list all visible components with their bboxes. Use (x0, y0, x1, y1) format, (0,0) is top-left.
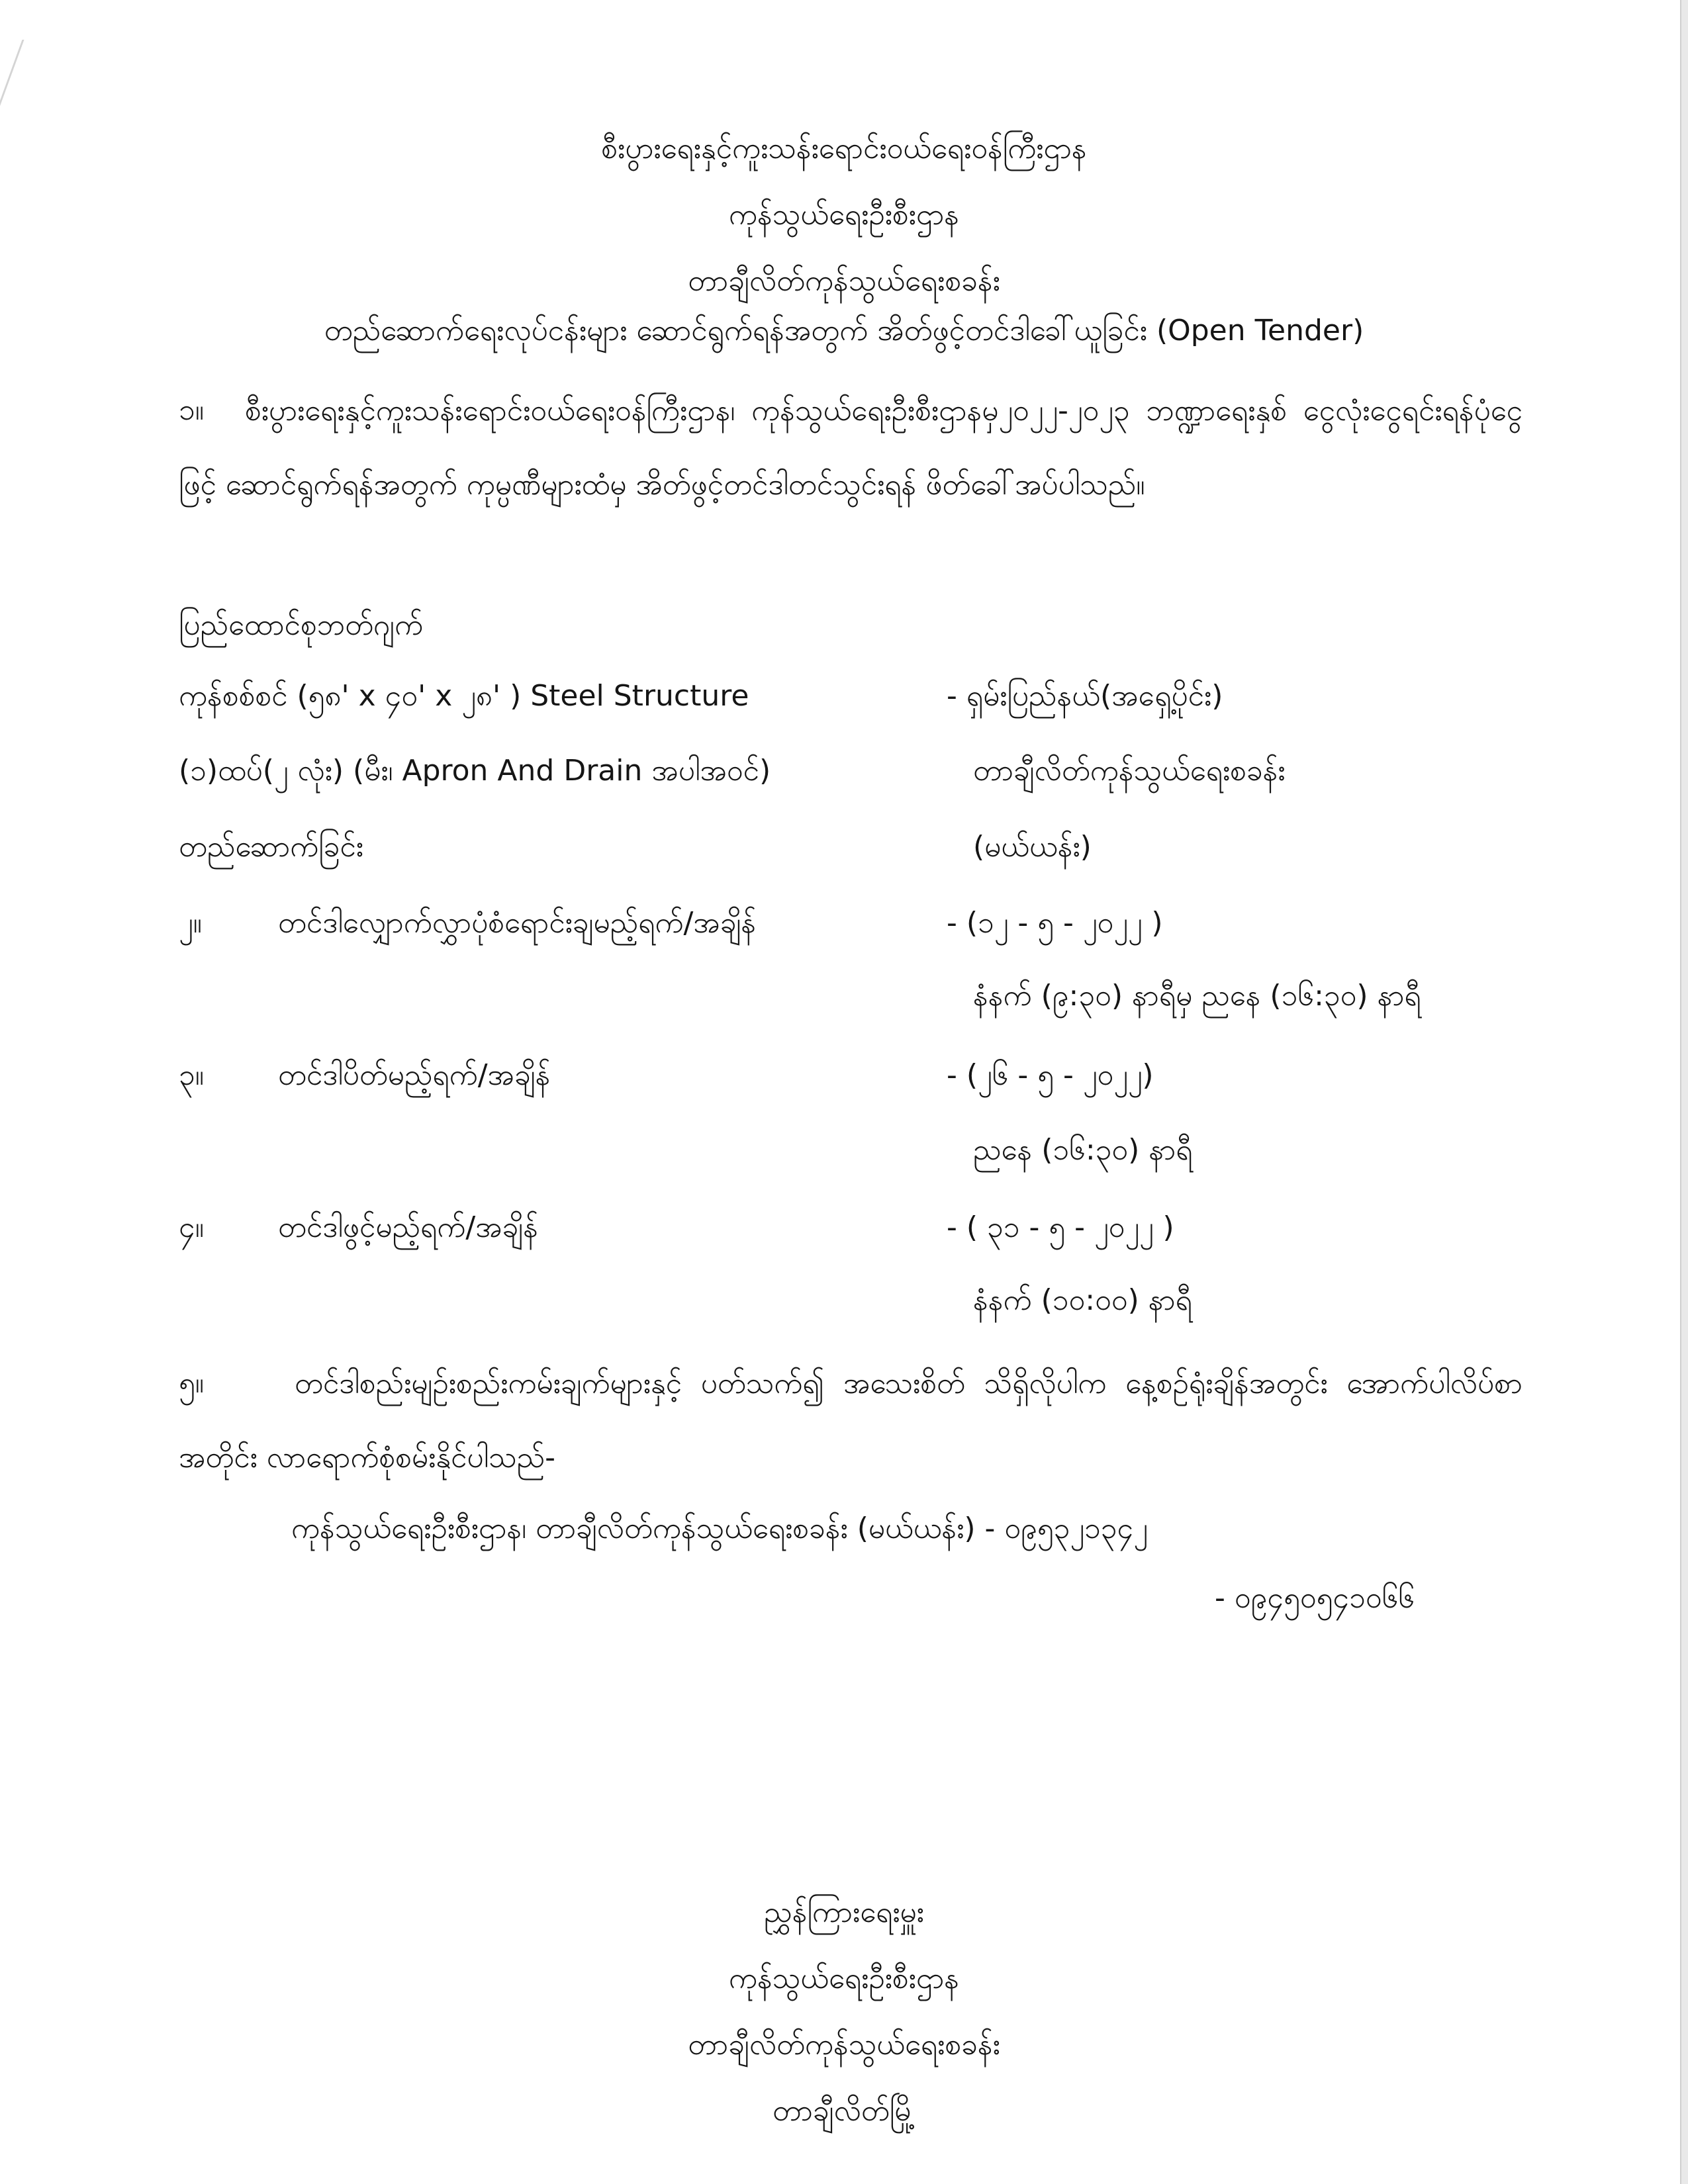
contact-address: ကုန်သွယ်ရေးဦးစီးဌာန၊ တာချီလိတ်ကုန်သွယ်ရေးစခန်း (မယ်ယန်း) - ၀၉၅၃၂၁၃၄၂ (291, 1512, 1148, 1545)
signature-station: တာချီလိတ်ကုန်သွယ်ရေးစခန်း (688, 2028, 1000, 2062)
section-2-date: - (၁၂ - ၅ - ၂၀၂၂ ) (947, 906, 1163, 940)
section-4-time: နံနက် (၁၀:၀၀) နာရီ (973, 1283, 1192, 1317)
document-title: တည်ဆောက်ရေးလုပ်ငန်းများ ဆောင်ရွက်ရန်အတွက် အိတ်ဖွင့်တင်ဒါခေါ်ယူခြင်း (Open Tender) (324, 314, 1364, 347)
project-item-line-2: (၁)ထပ်(၂ လုံး) (မီး၊ Apron And Drain အပါအဝင်) (179, 754, 771, 788)
section-3-time: ညနေ (၁၆:၃၀) နာရီ (973, 1133, 1193, 1167)
budget-heading: ပြည်ထောင်စုဘတ်ဂျက် (179, 608, 424, 642)
signature-title: ညွှန်ကြားရေးမှူး (764, 1895, 924, 1929)
signature-department: ကုန်သွယ်ရေးဦးစီးဌာန (728, 1962, 960, 1995)
section-2-time: နံနက် (၉:၃၀) နာရီမှ ညနေ (၁၆:၃၀) နာရီ (973, 979, 1421, 1013)
contact-phone-2: - ၀၉၄၅၀၅၄၁၀၆၆ (1215, 1581, 1415, 1615)
scan-mark (0, 40, 77, 132)
signature-city: တာချီလိတ်မြို့ (772, 2094, 916, 2128)
section-2-number: ၂။ (179, 906, 202, 940)
location-line-1: - ရှမ်းပြည်နယ်(အရှေ့ပိုင်း) (947, 679, 1223, 713)
location-line-2: တာချီလိတ်ကုန်သွယ်ရေးစခန်း (973, 754, 1286, 788)
location-line-3: (မယ်ယန်း) (973, 830, 1092, 864)
department-name: ကုန်သွယ်ရေးဦးစီးဌာန (728, 198, 960, 232)
section-3-label: တင်ဒါပိတ်မည့်ရက်/အချိန် (278, 1058, 551, 1092)
section-4-date: - ( ၃၁ - ၅ - ၂၀၂၂ ) (947, 1210, 1174, 1244)
station-name: တာချီလိတ်ကုန်သွယ်ရေးစခန်း (688, 264, 1000, 298)
section-3-date: - (၂၆ - ၅ - ၂၀၂၂) (947, 1058, 1154, 1092)
ministry-name: စီးပွားရေးနှင့်ကူးသန်းရောင်းဝယ်ရေးဝန်ကြီးဌာန (601, 132, 1087, 165)
section-3-number: ၃။ (179, 1058, 205, 1092)
section-5-text: တင်ဒါစည်းမျဉ်းစည်းကမ်းချက်များနှင့် ပတ်သက်၍ အသေးစိတ် သိရှိလိုပါက နေ့စဉ်ရုံးချိန်အတွင်း အောက်ပါလိပ်စာအတိုင်း လာရောက်စုံစမ်းနိုင်ပါသည်- (179, 1367, 1523, 1475)
project-item-line-3: တည်ဆောက်ခြင်း (179, 830, 363, 864)
project-item-line-1: ကုန်စစ်စင် (၅၈' x ၄၀' x ၂၈' ) Steel Structure (179, 679, 749, 713)
section-4-label: တင်ဒါဖွင့်မည့်ရက်/အချိန် (278, 1210, 539, 1244)
section-2-label: တင်ဒါလျှောက်လွှာပုံစံရောင်းချမည့်ရက်/အချိန် (278, 906, 757, 940)
section-1-text: စီးပွားရေးနှင့်ကူးသန်းရောင်းဝယ်ရေးဝန်ကြီးဌာန၊ ကုန်သွယ်ရေးဦးစီးဌာနမှ၂၀၂၂-၂၀၂၃ ဘဏ္ဍာရေးနှစ် ငွေလုံးငွေရင်းရန်ပုံငွေဖြင့် ဆောင်ရွက်ရန်အတွက် ကုမ္ပဏီများထံမှ အိတ်ဖွင့်တင်ဒါတင်သွင်းရန် ဖိတ်ခေါ်အပ်ပါသည်။ (179, 394, 1523, 502)
section-4-number: ၄။ (179, 1210, 205, 1244)
section-5-number: ၅။ (179, 1366, 205, 1400)
section-1-number: ၁။ (179, 393, 205, 427)
